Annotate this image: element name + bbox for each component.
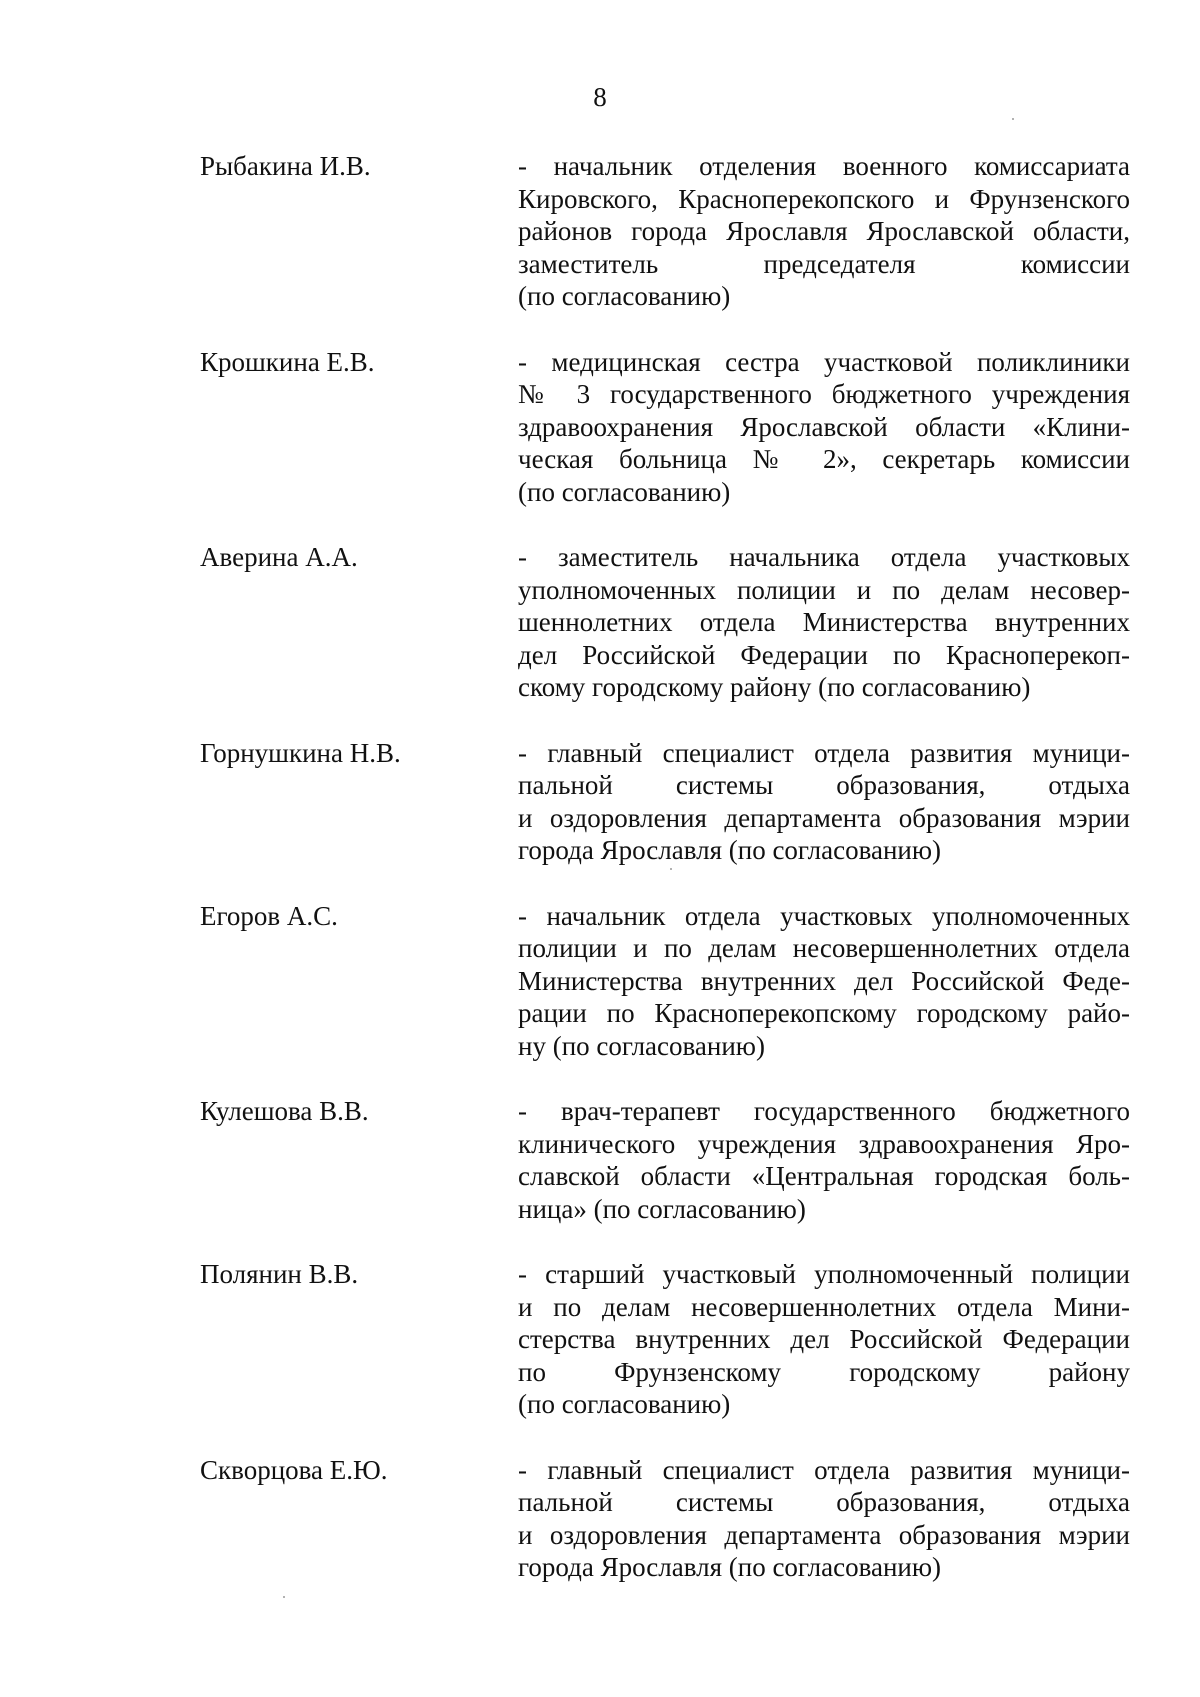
- role-line: ну (по согласованию): [518, 1030, 765, 1061]
- role-line: - заместитель начальника отдела участковых: [518, 542, 1130, 572]
- role-line: скому городскому району (по согласованию): [518, 672, 1031, 702]
- role-line: - главный специалист отдела развития муници-: [518, 1454, 1130, 1485]
- role-line: - начальник отдела участковых уполномоченных: [518, 900, 1130, 931]
- role-line: заместитель председателя комиссии: [518, 248, 1130, 279]
- member-role: [518, 346, 1130, 509]
- role-line: - врач-терапевт государственного бюджетного: [518, 1096, 1130, 1126]
- member-role: [518, 900, 1130, 1063]
- role-line: - медицинская сестра участковой поликлиники: [518, 346, 1130, 377]
- role-line: шеннолетних отдела Министерства внутренних: [518, 607, 1130, 637]
- role-line: № 3 государственного бюджетного учреждения: [518, 379, 1130, 409]
- member-name: Аверина А.А.: [200, 542, 358, 572]
- page-number: 8: [593, 82, 607, 112]
- role-line: Кировского, Красноперекопского и Фрунзенского: [518, 183, 1130, 214]
- scan-speck: [670, 868, 672, 870]
- role-line: по Фрунзенскому городскому району: [518, 1356, 1130, 1387]
- role-line: - старший участковый уполномоченный полиции: [518, 1259, 1130, 1289]
- role-line: города Ярославля (по согласованию): [518, 835, 942, 865]
- member-row: [200, 1258, 1130, 1421]
- role-line: Министерства внутренних дел Российской Феде-: [518, 965, 1130, 996]
- role-line: города Ярославля (по согласованию): [518, 1552, 942, 1582]
- member-name: Егоров А.С.: [200, 900, 338, 931]
- role-line: (по согласованию): [518, 281, 731, 311]
- role-line: клинического учреждения здравоохранения Яро-: [518, 1128, 1130, 1159]
- role-line: здравоохранения Ярославской области «Клини-: [518, 411, 1130, 442]
- role-line: пальной системы образования, отдыха: [518, 1487, 1130, 1517]
- role-line: уполномоченных полиции и по делам несовер-: [518, 574, 1130, 605]
- role-line: славской области «Центральная городская боль-: [518, 1161, 1130, 1191]
- member-name: Горнушкина Н.В.: [200, 737, 401, 768]
- role-line: районов города Ярославля Ярославской области,: [518, 216, 1130, 246]
- member-role: [518, 1258, 1130, 1421]
- member-name: Полянин В.В.: [200, 1259, 359, 1289]
- member-row: [200, 1454, 1130, 1584]
- member-role: [518, 737, 1130, 867]
- member-row: [200, 900, 1130, 1063]
- role-line: ческая больница № 2», секретарь комиссии: [518, 444, 1130, 474]
- member-role: [518, 541, 1130, 704]
- commission-member-list: [200, 150, 1130, 1584]
- role-line: ница» (по согласованию): [518, 1193, 806, 1224]
- member-role: [518, 1454, 1130, 1584]
- member-name: Крошкина Е.В.: [200, 346, 375, 377]
- role-line: полиции и по делам несовершеннолетних отдела: [518, 933, 1130, 963]
- role-line: дел Российской Федерации по Красноперекоп-: [518, 639, 1130, 670]
- member-name: Рыбакина И.В.: [200, 151, 371, 181]
- member-role: [518, 1095, 1130, 1225]
- role-line: пальной системы образования, отдыха: [518, 770, 1130, 800]
- member-row: [200, 150, 1130, 313]
- role-line: рации по Красноперекопскому городскому райо-: [518, 998, 1130, 1028]
- role-line: (по согласованию): [518, 476, 731, 507]
- role-line: стерства внутренних дел Российской Федерации: [518, 1324, 1130, 1354]
- role-line: (по согласованию): [518, 1389, 731, 1419]
- role-line: и оздоровления департамента образования мэрии: [518, 1519, 1130, 1550]
- scan-speck: [283, 1596, 285, 1598]
- role-line: и по делам несовершеннолетних отдела Мини-: [518, 1291, 1130, 1322]
- member-name: Скворцова Е.Ю.: [200, 1454, 388, 1485]
- role-line: и оздоровления департамента образования мэрии: [518, 802, 1130, 833]
- member-role: [518, 150, 1130, 313]
- member-row: [200, 737, 1130, 867]
- member-name: Кулешова В.В.: [200, 1096, 369, 1126]
- member-row: [200, 541, 1130, 704]
- member-row: [200, 346, 1130, 509]
- scan-speck: [1012, 118, 1014, 120]
- member-row: [200, 1095, 1130, 1225]
- role-line: - главный специалист отдела развития муници-: [518, 737, 1130, 768]
- role-line: - начальник отделения военного комиссариата: [518, 151, 1130, 181]
